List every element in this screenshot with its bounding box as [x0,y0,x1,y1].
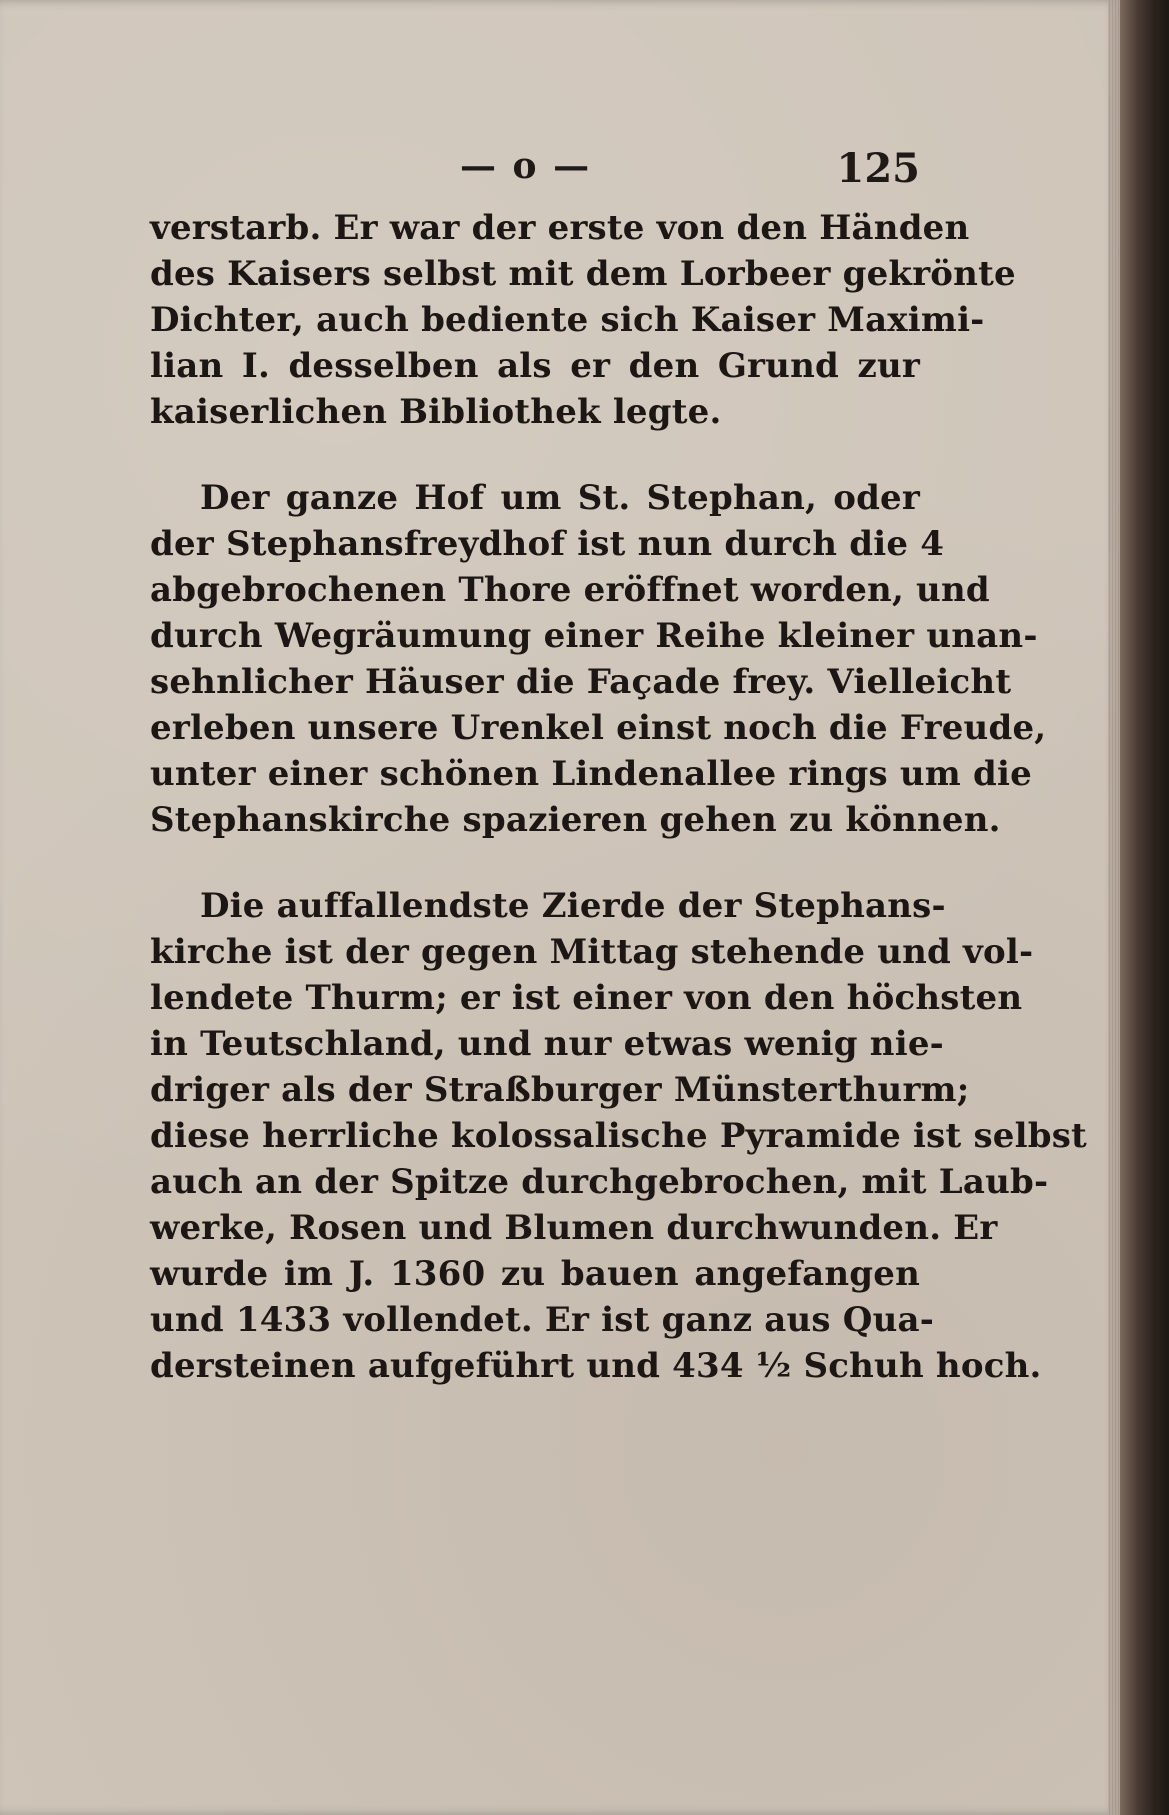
text-line: abgebrochenen Thore eröffnet worden, und [150,570,990,610]
text-line: erleben unsere Urenkel einst noch die Freude, [150,708,1047,748]
text-line: driger als der Straßburger Münsterthurm; [150,1070,970,1110]
text-line: lendete Thurm; er ist einer von den höchsten [150,978,1023,1018]
text-line: Stephanskirche spazieren gehen zu können. [150,800,1001,840]
paragraph-3 [150,883,1087,1389]
body-text [150,205,1087,1389]
text-line: auch an der Spitze durchgebrochen, mit Laub- [150,1162,1049,1202]
text-line: Der ganze Hof um St. Stephan, oder [200,478,920,518]
text-line: werke, Rosen und Blumen durchwunden. Er [150,1208,998,1248]
running-header [150,145,920,195]
text-line: kirche ist der gegen Mittag stehende und vol- [150,932,1034,972]
paragraph-1 [150,205,1016,435]
text-line: unter einer schönen Lindenallee rings um die [150,754,1032,794]
text-line: verstarb. Er war der erste von den Händen [150,208,970,248]
text-line: der Stephansfreydhof ist nun durch die 4 [150,524,945,564]
text-line: diese herrliche kolossalische Pyramide ist selbst [150,1116,1087,1156]
paragraph-2 [150,475,1047,843]
text-line: in Teutschland, und nur etwas wenig nie- [150,1024,944,1064]
book-binding [1120,0,1169,1815]
text-line: sehnlicher Häuser die Façade frey. Vielleicht [150,662,1012,702]
text-line: kaiserlichen Bibliothek legte. [150,392,722,432]
text-line: wurde im J. 1360 zu bauen angefangen [150,1254,920,1294]
header-ornament: — o — [460,145,592,187]
page-number: 125 [836,145,920,192]
text-line: dersteinen aufgeführt und 434 ½ Schuh hoch. [150,1346,1042,1386]
text-line: durch Wegräumung einer Reihe kleiner unan- [150,616,1038,656]
text-line: Die auffallendste Zierde der Stephans- [200,886,946,926]
text-line: und 1433 vollendet. Er ist ganz aus Qua- [150,1300,935,1340]
text-line: des Kaisers selbst mit dem Lorbeer gekrönte [150,254,1016,294]
text-line: Dichter, auch bediente sich Kaiser Maximi- [150,300,985,340]
text-line: lian I. desselben als er den Grund zur [150,346,920,386]
